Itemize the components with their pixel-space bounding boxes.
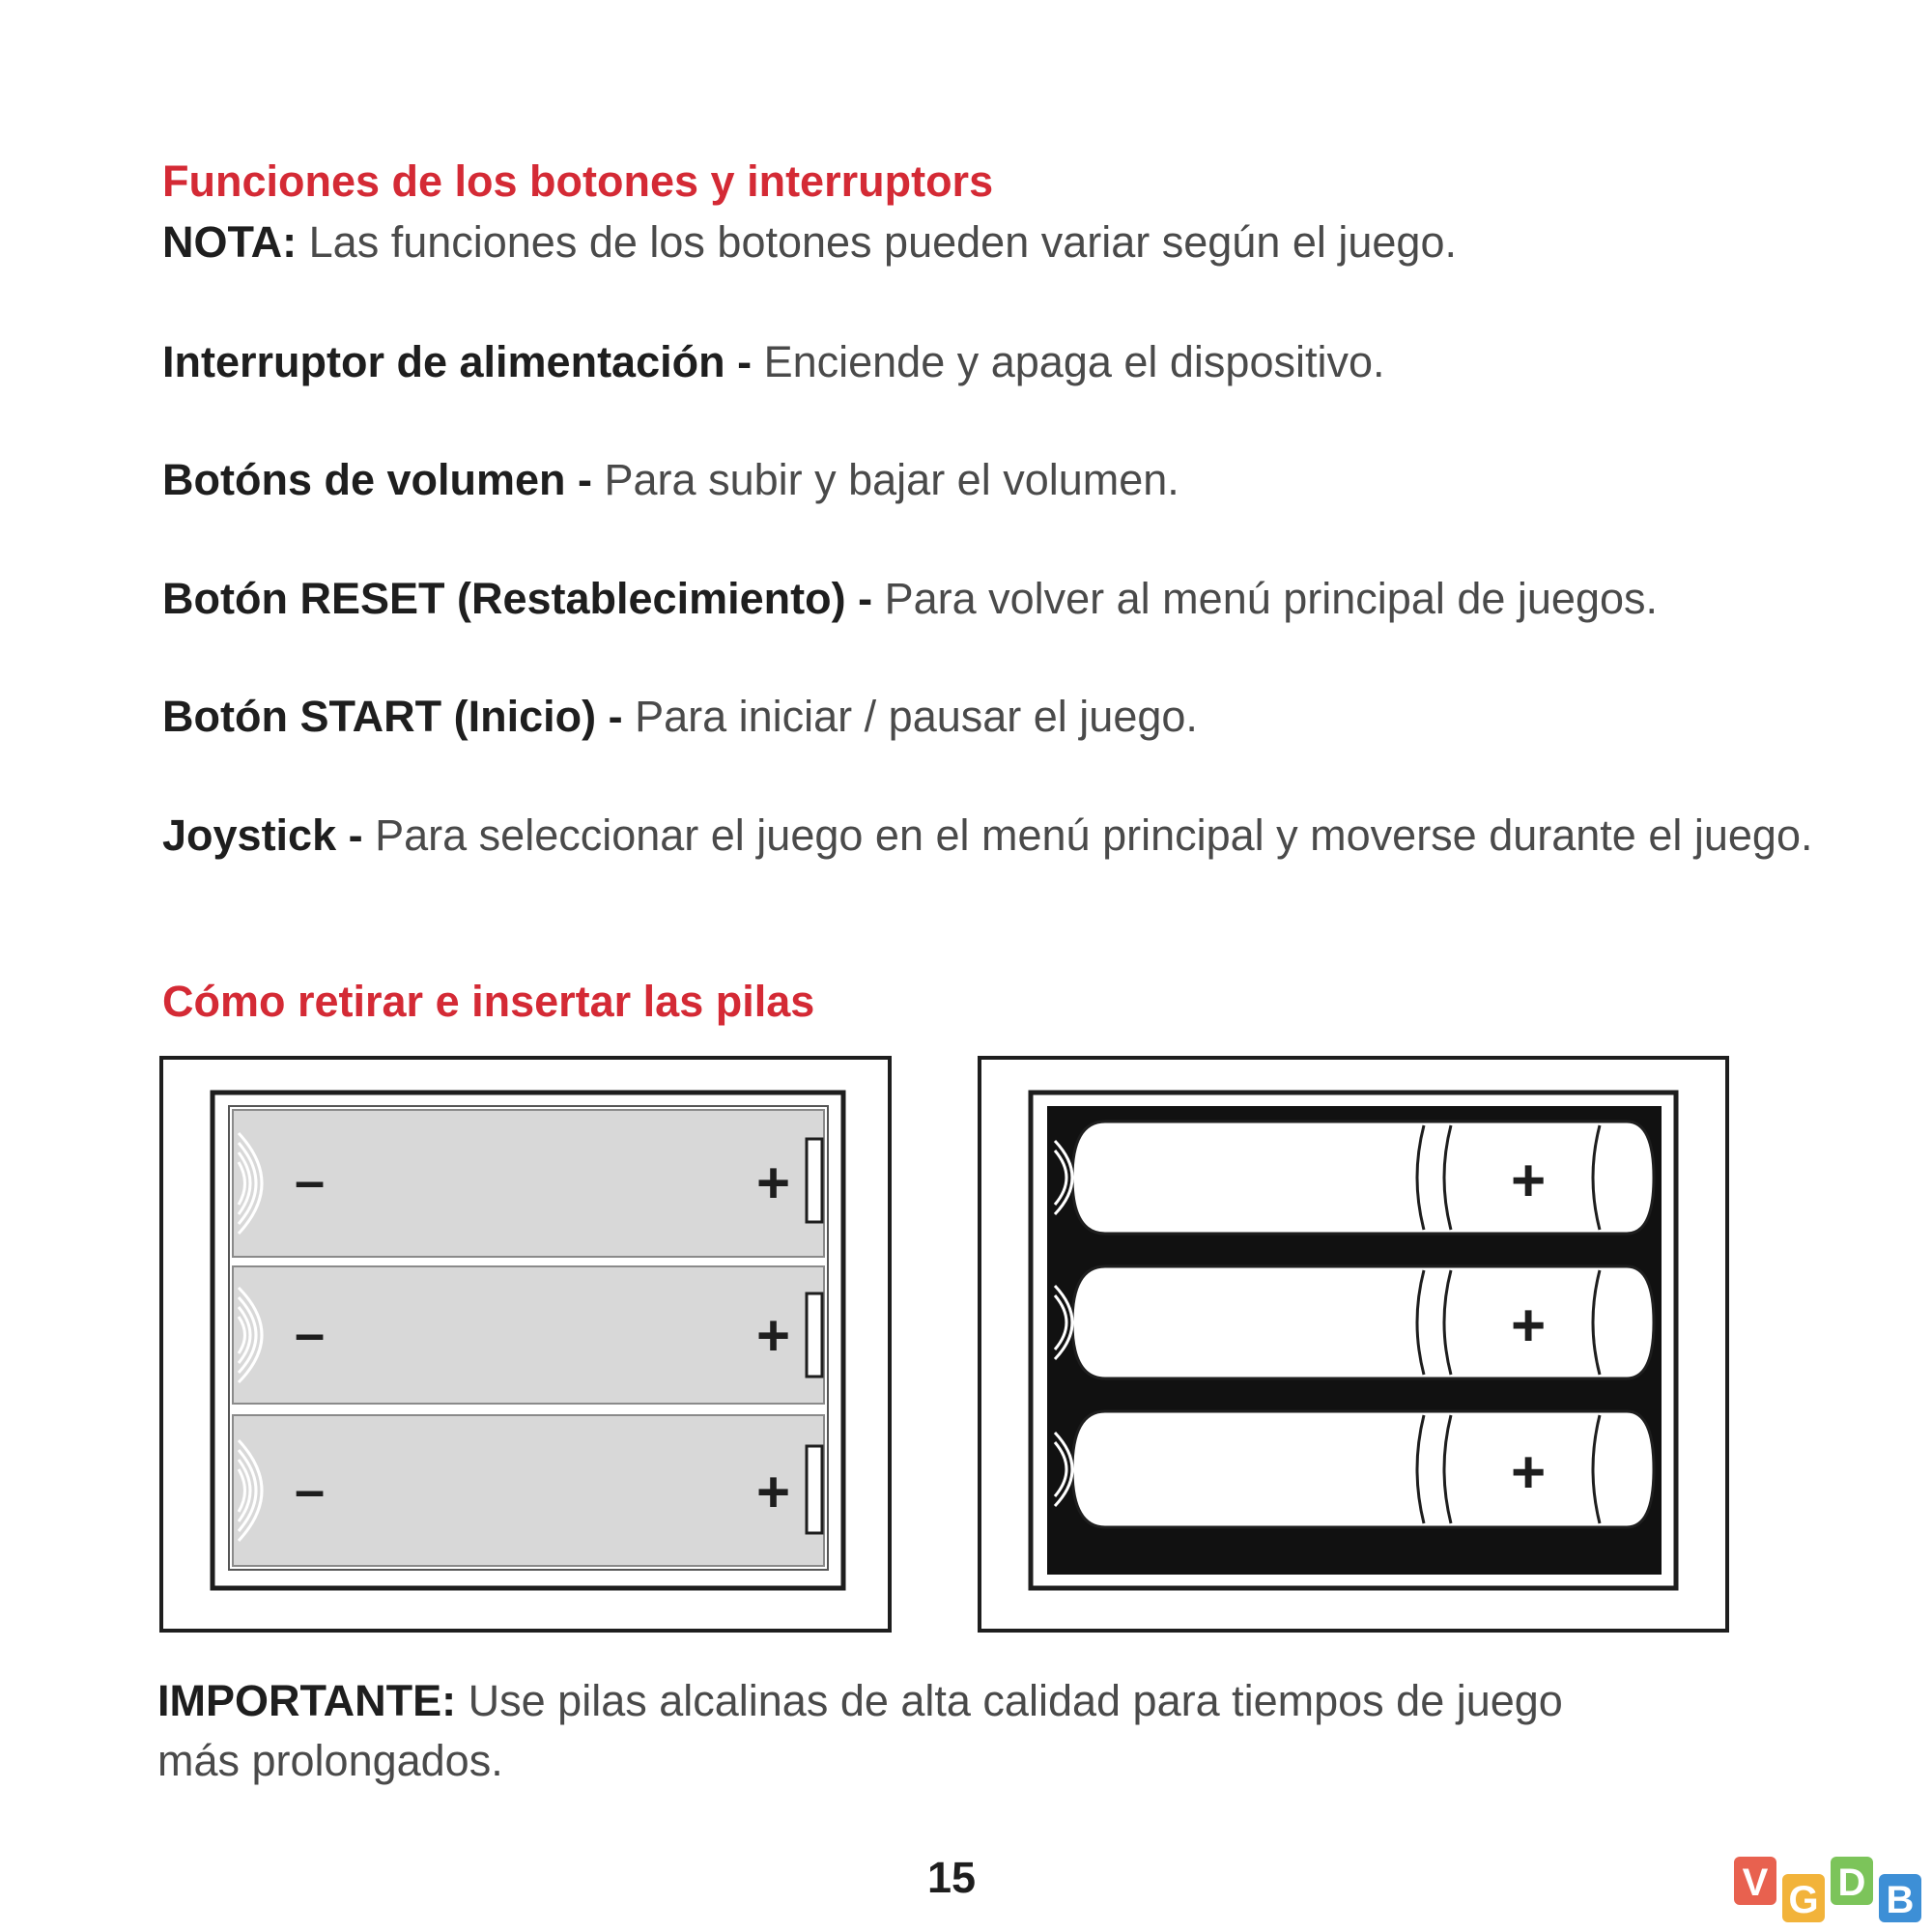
item-reset-button xyxy=(162,569,1658,629)
battery-slot-1 xyxy=(233,1110,824,1257)
battery-3 xyxy=(1055,1411,1654,1527)
plus-sign: + xyxy=(1511,1148,1547,1214)
battery-slot-2 xyxy=(233,1266,824,1404)
svg-text:B: B xyxy=(1886,1879,1915,1921)
svg-text:D: D xyxy=(1837,1861,1866,1904)
important-paragraph xyxy=(157,1671,1563,1791)
item-desc: Enciende y apaga el dispositivo. xyxy=(752,337,1385,386)
battery-compartment-empty-diagram xyxy=(159,1056,894,1635)
section-title-batteries: Cómo retirar e insertar las pilas xyxy=(162,977,815,1026)
plus-sign: + xyxy=(1511,1293,1547,1359)
note-text: Las funciones de los botones pueden variar según el juego. xyxy=(297,217,1457,267)
plus-sign: + xyxy=(756,1460,791,1524)
minus-sign: – xyxy=(295,1150,326,1210)
item-desc: Para iniciar / pausar el juego. xyxy=(622,692,1198,741)
item-desc: Para seleccionar el juego en el menú principal y moverse durante el juego. xyxy=(362,810,1813,860)
battery-1 xyxy=(1055,1122,1654,1234)
item-term: Botón RESET (Restablecimiento) - xyxy=(162,574,873,623)
battery-2 xyxy=(1055,1266,1654,1378)
note-label: NOTA: xyxy=(162,217,298,267)
svg-text:G: G xyxy=(1788,1879,1819,1921)
logo-letter-g xyxy=(1782,1874,1825,1922)
plus-sign: + xyxy=(756,1303,791,1368)
vgdb-logo xyxy=(1734,1853,1927,1926)
terminal-plate-icon xyxy=(807,1446,822,1533)
item-term: Interruptor de alimentación - xyxy=(162,337,753,386)
item-term: Botón START (Inicio) - xyxy=(162,692,623,741)
section-title-buttons: Funciones de los botones y interruptors xyxy=(162,156,994,206)
important-label: IMPORTANTE: xyxy=(157,1676,457,1725)
item-start-button xyxy=(162,687,1198,747)
item-desc: Para subir y bajar el volumen. xyxy=(592,455,1179,504)
minus-sign: – xyxy=(295,1302,326,1363)
logo-letter-d xyxy=(1831,1857,1873,1905)
item-term: Joystick - xyxy=(162,810,363,860)
logo-letter-b xyxy=(1879,1874,1921,1922)
item-power-switch xyxy=(162,332,1385,392)
batteries-inserted-diagram xyxy=(978,1056,1731,1635)
svg-text:V: V xyxy=(1742,1861,1769,1904)
terminal-plate-icon xyxy=(807,1293,822,1377)
important-text-continued: más prolongados. xyxy=(157,1736,503,1785)
item-joystick xyxy=(162,806,1824,866)
minus-sign: – xyxy=(295,1459,326,1520)
plus-sign: + xyxy=(756,1151,791,1215)
page-number: 15 xyxy=(927,1853,977,1902)
item-desc: Para volver al menú principal de juegos. xyxy=(872,574,1659,623)
terminal-plate-icon xyxy=(807,1139,822,1222)
important-text: Use pilas alcalinas de alta calidad para tiempos de juego xyxy=(456,1676,1563,1725)
item-term: Botóns de volumen - xyxy=(162,455,593,504)
battery-slot-3 xyxy=(233,1415,824,1566)
item-volume-buttons xyxy=(162,450,1179,510)
note-paragraph xyxy=(162,213,1457,272)
logo-letter-v xyxy=(1734,1857,1776,1905)
plus-sign: + xyxy=(1511,1439,1547,1506)
